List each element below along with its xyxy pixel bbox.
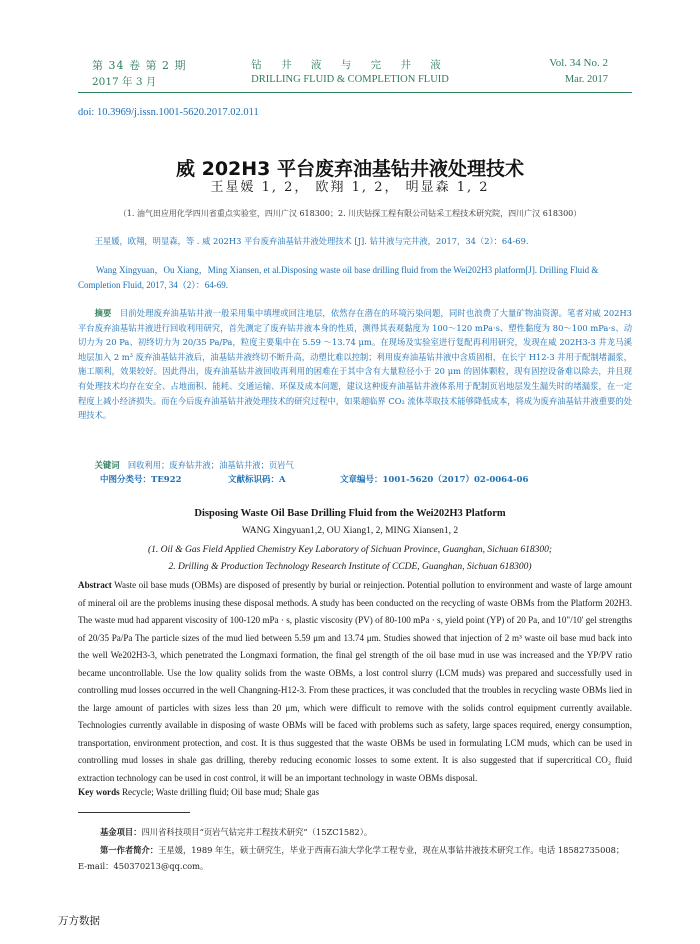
header-date-en: Mar. 2017 <box>564 74 608 85</box>
abstract-cn <box>78 306 632 423</box>
article-number: 文章编号：1001-5620（2017）02-0064-06 <box>340 475 529 485</box>
authors-en: WANG Xingyuan1,2, OU Xiang1, 2, MING Xiansen1, 2 <box>241 526 459 536</box>
footnote-author-bio <box>78 842 632 874</box>
keywords-cn-label: 关键词 <box>94 460 120 470</box>
citation-en: Wang Xingyuan，Ou Xiang，Ming Xiansen, et al.Disposing waste oil base drilling fluid from the Wei202H3 platform[J]. Drilling Fluid & Completion Fluid, 2017, 34（2）：64-69. <box>78 265 599 290</box>
footnote-fund <box>100 826 372 838</box>
document-code: 文献标识码：A <box>228 475 286 485</box>
keywords-cn-text: 回收利用；废弃钻井液；油基钻井液；页岩气 <box>127 460 294 470</box>
authors-cn: 王星媛 1, 2， 欧翔 1, 2， 明显森 1, 2 <box>210 180 490 195</box>
abstract-en-text: Waste oil base muds (OBMs) are disposed of presently by burial or reinjection. Potential pollution to environment and waste of large amount of mineral oil are the problems inusing these disposal methods. A study has been conducted on the recycling of waste OBMs from the Platform 202H3. The waste mud had apparent viscosity of 100-120 mPa · s, plastic viscosity (PV) of 80-100 mPa · s, yield point (YP) of 20 Pa, and 10"/10' gel strengths of 20/35 Pa/Pa The particle sizes of the mud lied between 5.59 μm and 13.74 μm. Studies showed that injection of 2 m³ waste oil base mud back into the well We202H3-3, which penetrated the Longmaxi formation, the final gel strength of the oil base mud in use was increased and the YP/PV ratio became uncontrollable. Use the low quality solids from the waste OBMs, a lost control slurry (LCM muds) was prepared and successfully used in controlling mud losses occurred in the well Changning-H12-3. From these practices, it was concluded that the troubles in recycling waste OBMs lied in the large amount of particles with sizes less than 20 μm, which were difficult to remove with the solids control equipment currently available. Technologies currently available in disposing of waste OBMs will be faced with problems such as safety, large spaces required, energy consumption, transportation, environment protection, and cost. It is thus suggested that the waste OBMs be used in formulating LCM muds, which can be used in controlling mud losses in shale gas drilling, thereby reducing economic losses to some extent. It is also suggested that if supercritical CO₂ fluid extraction technology can be used in cost control, it will be an important technology in waste OBMs disposal. <box>78 580 632 784</box>
keywords-en-label: Key words <box>78 787 120 797</box>
header-journal-cn: 钻 井 液 与 完 井 液 <box>251 59 449 71</box>
affiliation-en-2 <box>0 562 700 572</box>
citation-cn: 王星媛，欧翔，明显森，等 . 威 202H3 平台废弃油基钻井液处理技术 [J]. 钻井液与完井液，2017，34（2）：64-69. <box>94 236 529 246</box>
header-volume-issue-en: Vol. 34 No. 2 <box>549 57 608 69</box>
wanfang-watermark: 万方数据 <box>58 915 100 927</box>
header-journal-en: DRILLING FLUID & COMPLETION FLUID <box>251 74 449 85</box>
affiliation-en-1 <box>0 545 700 555</box>
header-rule <box>78 92 632 93</box>
footnote-rule <box>78 812 190 813</box>
abstract-cn-label: 摘要 <box>94 308 112 318</box>
abstract-en-label: Abstract <box>78 580 112 590</box>
affiliation-en-1-text: (1. Oil & Gas Field Applied Chemistry Key Laboratory of Sichuan Province, Guanghan, Sichuan 618300; <box>148 545 552 555</box>
keywords-en <box>78 787 632 797</box>
doi[interactable]: doi: 10.3969/j.issn.1001-5620.2017.02.011 <box>78 107 259 118</box>
title-cn: 威 202H3 平台废弃油基钻井液处理技术 <box>175 158 524 180</box>
affiliation-cn: （1. 油气田应用化学四川省重点实验室，四川广汉 618300；2. 川庆钻探工程有限公司钻采工程技术研究院，四川广汉 618300） <box>118 209 582 218</box>
header-date-cn: 2017 年 3 月 <box>92 76 157 88</box>
fund-label: 基金项目： <box>100 827 142 837</box>
bio-text: 王星媛，1989 年生，硕士研究生，毕业于西南石油大学化学工程专业，现在从事钻井液技术研究工作。电话 18582735008；E-mail：450370213@qq.com。 <box>78 845 625 871</box>
affiliation-en-2-text: 2. Drilling & Production Technology Research Institute of CCDE, Guanghan, Sichuan 618300) <box>168 562 532 572</box>
title-en: Disposing Waste Oil Base Drilling Fluid from the Wei202H3 Platform <box>194 508 506 519</box>
fund-text: 四川省科技项目“页岩气钻完井工程技术研究”（15ZC1582）。 <box>141 827 373 837</box>
bio-label: 第一作者简介： <box>100 845 159 855</box>
keywords-cn <box>78 458 632 473</box>
abstract-en <box>78 577 632 788</box>
abstract-cn-text: 目前处理废弃油基钻井液一般采用集中填埋或回注地层，依然存在潜在的环境污染问题，同时也浪费了大量矿物油资源。笔者对威 202H3 平台废弃油基钻井液进行回收利用研究，首先测定了废弃钻井液本身的性质，测得其表观黏度为 100～120 mPa·s、塑性黏度为 80～100 mPa·s、动切力为 20 Pa、初终切力为 20/35 Pa/Pa，粒度主要集中在 5.59 ～13.74 μm。在现场及实验室进行复配再利用研究，发现在威 202H3-3 井龙马溪地层加入 2 m³ 废弃油基钻井液后，油基钻井液终切不断升高，动塑比难以控制；利用废弃油基钻井液中含质固相，在长宁 H12-3 井用于配制堵漏浆，施工顺利，效果较好。因此得出，废弃油基钻井液回收再利用的困难在于其中含有大量粒径小于 20 μm 的固体颗粒，现有固控设备难以除去，并且现有处理技术均存在安全、占地面积、能耗、交通运输、环保及成本问题，建议这种废弃油基钻井液体系用于配制页岩地层发生漏失时的堵漏浆，在一定程度上减小经济损失。而在今后废弃油基钻井液处理技术的研究过程中，如果超临界 CO₂ 流体萃取技术能够降低成本，将成为废弃油基钻井液重要的处理技术。 <box>78 308 632 421</box>
clc-number: 中图分类号：TE922 <box>100 475 182 485</box>
keywords-en-text: Recycle; Waste drilling fluid; Oil base mud; Shale gas <box>121 787 320 797</box>
header-volume-issue-cn: 第 34 卷 第 2 期 <box>92 59 187 72</box>
